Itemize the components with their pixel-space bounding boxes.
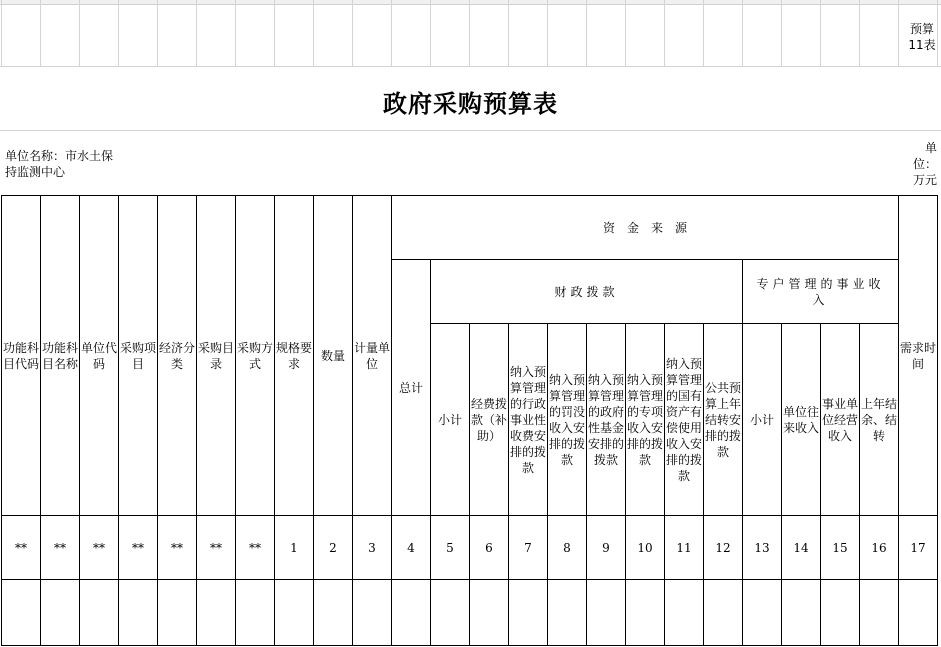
data-cell[interactable]: [626, 580, 665, 646]
col-header-total: 总计: [392, 260, 431, 516]
index-row: [2, 516, 938, 580]
grid-vertical-line: [820, 0, 821, 66]
grid-vertical-line: [586, 0, 587, 66]
data-cell[interactable]: [665, 580, 704, 646]
index-cell: **: [158, 516, 197, 580]
data-cell[interactable]: [275, 580, 314, 646]
unit-name-block: [5, 148, 117, 180]
data-cell[interactable]: [2, 580, 41, 646]
col-header-unit-code: 单位代码: [80, 196, 119, 516]
data-cell[interactable]: [197, 580, 236, 646]
data-cell[interactable]: [509, 580, 548, 646]
data-cell[interactable]: [158, 580, 197, 646]
data-cell[interactable]: [314, 580, 353, 646]
data-cell[interactable]: [392, 580, 431, 646]
index-cell: 10: [626, 516, 665, 580]
data-cell[interactable]: [899, 580, 938, 646]
col-header-fiscal-special-income: 纳入预算管理的专项收入安排的拨款: [626, 324, 665, 516]
grid-vertical-line: [508, 0, 509, 66]
col-header-fiscal-gov-fund: 纳入预算管理的政府性基金安排的拨款: [587, 324, 626, 516]
currency-unit: 单位：万元: [912, 141, 937, 187]
col-header-fiscal-admin-fees: 纳入预算管理的行政事业性收费安排的拨款: [509, 324, 548, 516]
index-cell: 15: [821, 516, 860, 580]
col-header-function-name: 功能科目名称: [41, 196, 80, 516]
grid-vertical-line: [157, 0, 158, 66]
index-cell: 13: [743, 516, 782, 580]
empty-data-row[interactable]: [2, 580, 938, 646]
grid-vertical-line: [235, 0, 236, 66]
index-cell: **: [236, 516, 275, 580]
col-header-procurement-method: 采购方式: [236, 196, 275, 516]
index-cell: **: [41, 516, 80, 580]
data-cell[interactable]: [548, 580, 587, 646]
grid-vertical-line: [625, 0, 626, 66]
col-header-need-time: 需求时间: [899, 196, 938, 516]
data-cell[interactable]: [236, 580, 275, 646]
col-header-special-prior-balance: 上年结余、结转: [860, 324, 899, 516]
data-cell[interactable]: [704, 580, 743, 646]
data-cell[interactable]: [353, 580, 392, 646]
data-cell[interactable]: [860, 580, 899, 646]
grid-horizontal-line: [0, 130, 941, 131]
grid-vertical-line: [196, 0, 197, 66]
col-header-function-code: 功能科目代码: [2, 196, 41, 516]
index-cell: 3: [353, 516, 392, 580]
page-title: 政府采购预算表: [383, 89, 558, 118]
col-header-economic-class: 经济分类: [158, 196, 197, 516]
index-cell: 2: [314, 516, 353, 580]
grid-vertical-line: [40, 0, 41, 66]
col-header-special-operating-income: 事业单位经营收入: [821, 324, 860, 516]
grid-vertical-line: [313, 0, 314, 66]
col-header-special-current-account: 单位往来收入: [782, 324, 821, 516]
data-cell[interactable]: [587, 580, 626, 646]
col-header-fiscal-fines: 纳入预算管理的罚没收入安排的拨款: [548, 324, 587, 516]
column-header-strip: [0, 0, 941, 5]
grid-vertical-line: [79, 0, 80, 66]
index-cell: 1: [275, 516, 314, 580]
index-cell: 6: [470, 516, 509, 580]
procurement-budget-table: [1, 195, 938, 646]
grid-vertical-line: [781, 0, 782, 66]
index-cell: 8: [548, 516, 587, 580]
data-cell[interactable]: [743, 580, 782, 646]
index-cell: 12: [704, 516, 743, 580]
col-header-specification: 规格要求: [275, 196, 314, 516]
grid-vertical-line: [859, 0, 860, 66]
col-header-fiscal-allocation: 财政拨款: [431, 260, 743, 324]
index-cell: **: [119, 516, 158, 580]
index-cell: 14: [782, 516, 821, 580]
col-header-fiscal-grant: 经费拨款（补助）: [470, 324, 509, 516]
col-header-procurement-catalog: 采购目录: [197, 196, 236, 516]
index-cell: 16: [860, 516, 899, 580]
grid-vertical-line: [430, 0, 431, 66]
grid-horizontal-line: [0, 66, 941, 67]
data-cell[interactable]: [821, 580, 860, 646]
grid-vertical-line: [898, 0, 899, 66]
index-cell: 7: [509, 516, 548, 580]
data-cell[interactable]: [470, 580, 509, 646]
grid-vertical-line: [664, 0, 665, 66]
grid-vertical-line: [274, 0, 275, 66]
index-cell: **: [197, 516, 236, 580]
col-header-funding-source: 资 金 来 源: [392, 196, 899, 260]
grid-vertical-line: [391, 0, 392, 66]
col-header-fiscal-carryover: 公共预算上年结转安排的拨款: [704, 324, 743, 516]
index-cell: 9: [587, 516, 626, 580]
index-cell: **: [80, 516, 119, 580]
grid-vertical-line: [352, 0, 353, 66]
unit-name-value: 市水土保持监测中心: [5, 149, 114, 179]
col-header-special-subtotal: 小计: [743, 324, 782, 516]
index-cell: 11: [665, 516, 704, 580]
col-header-measure-unit: 计量单位: [353, 196, 392, 516]
index-cell: 5: [431, 516, 470, 580]
grid-vertical-line: [742, 0, 743, 66]
grid-vertical-line: [547, 0, 548, 66]
col-header-special-account: 专户管理的事业收入: [743, 260, 899, 324]
col-header-fiscal-subtotal: 小计: [431, 324, 470, 516]
form-number: 预算11表: [908, 22, 936, 52]
col-header-procurement-item: 采购项目: [119, 196, 158, 516]
col-header-quantity: 数量: [314, 196, 353, 516]
data-cell[interactable]: [119, 580, 158, 646]
col-header-fiscal-state-assets: 纳入预算管理的国有资产有偿使用收入安排的拨款: [665, 324, 704, 516]
grid-vertical-line: [703, 0, 704, 66]
data-cell[interactable]: [782, 580, 821, 646]
data-cell[interactable]: [431, 580, 470, 646]
grid-vertical-line: [1, 0, 2, 66]
data-cell[interactable]: [41, 580, 80, 646]
index-cell: 4: [392, 516, 431, 580]
grid-vertical-line: [469, 0, 470, 66]
index-cell: **: [2, 516, 41, 580]
grid-vertical-line: [118, 0, 119, 66]
data-cell[interactable]: [80, 580, 119, 646]
index-cell: 17: [899, 516, 938, 580]
unit-name-label: 单位名称：: [5, 149, 66, 163]
